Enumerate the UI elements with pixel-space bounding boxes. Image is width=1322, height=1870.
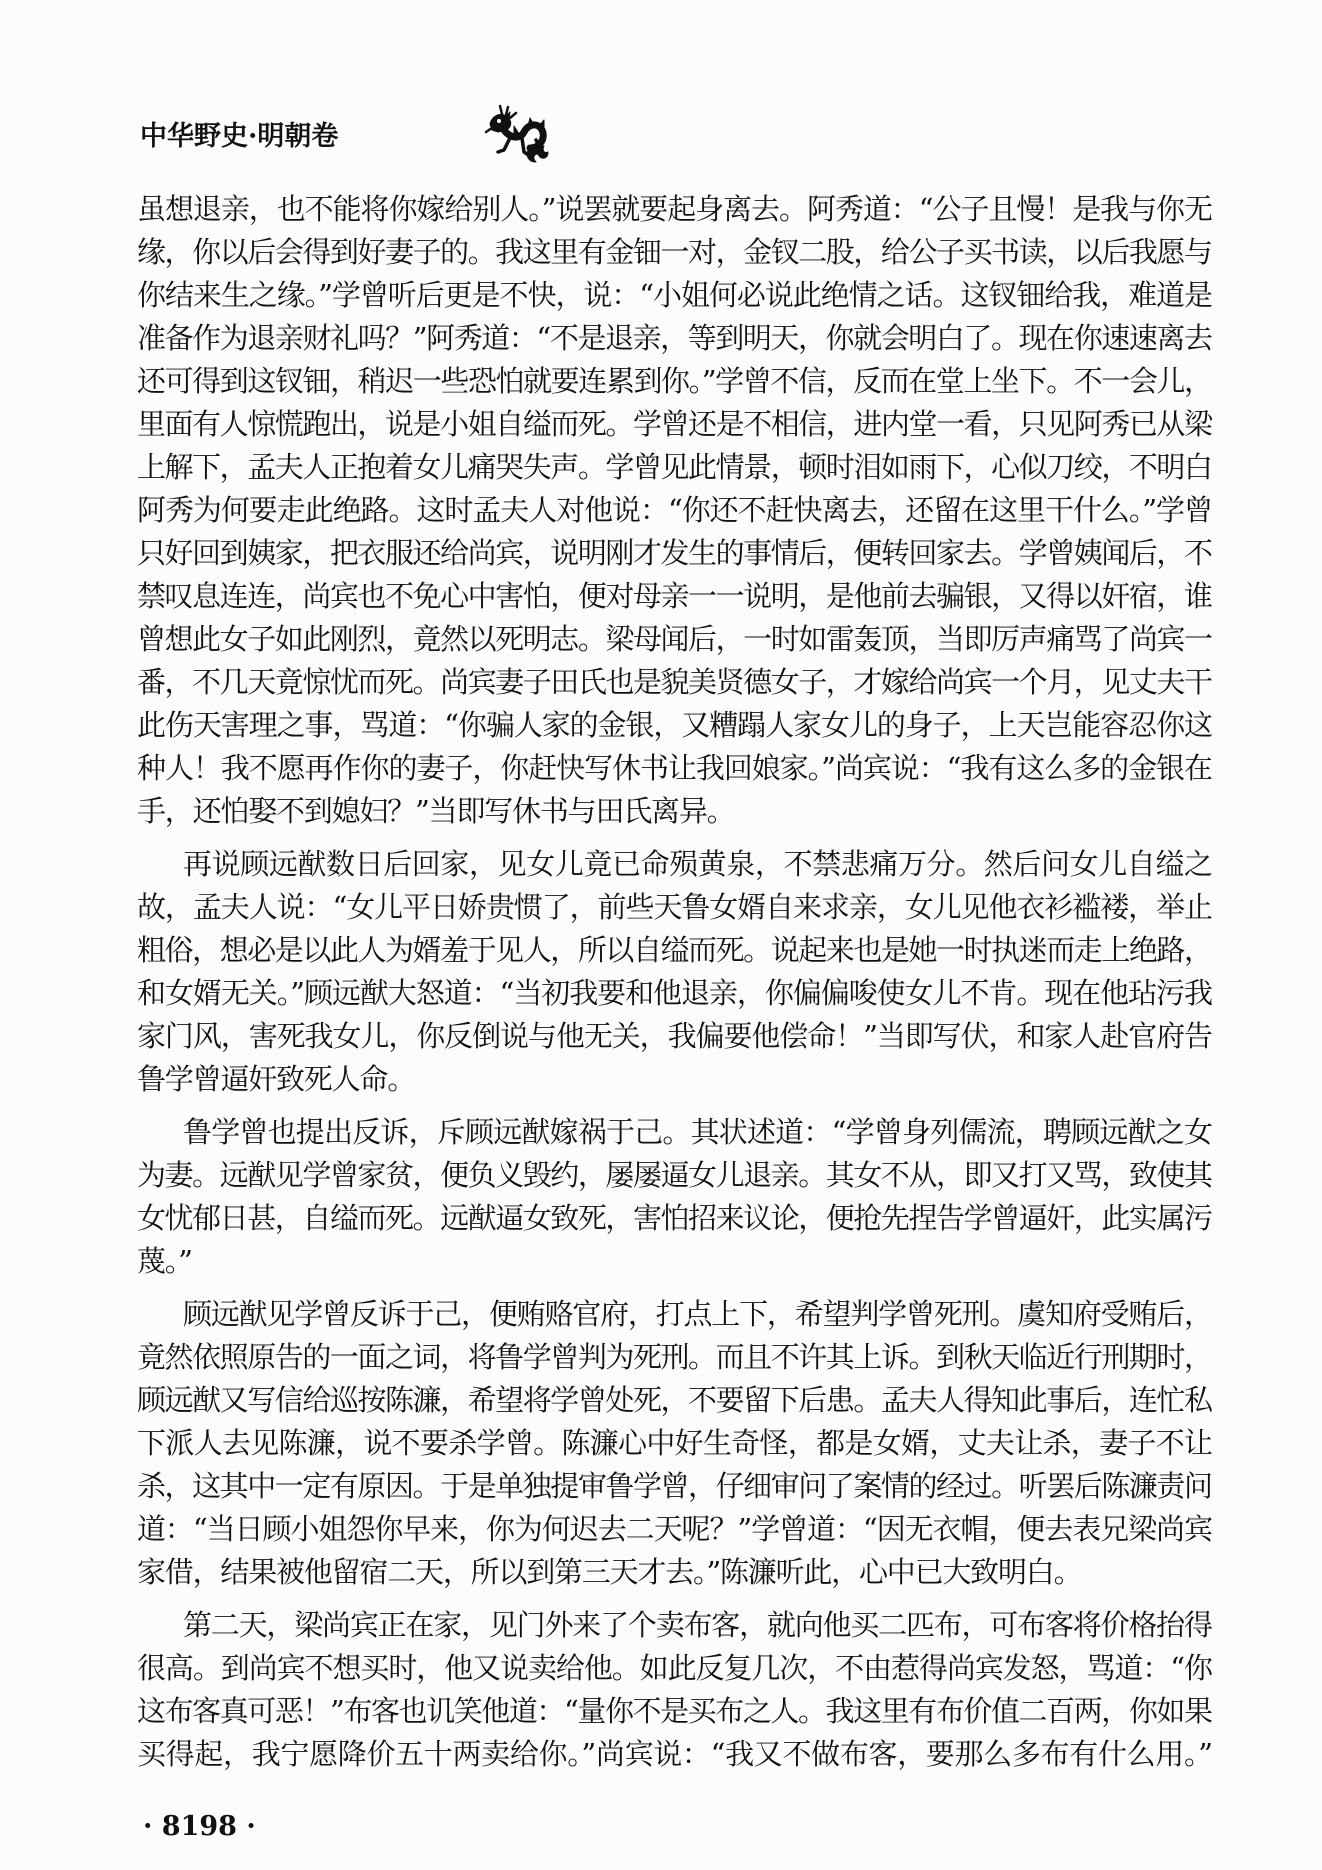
page-number: · 8198 · [143, 1811, 256, 1842]
text-line: 再说顾远猷数日后回家，见女儿竟已命殒黄泉，不禁悲痛万分。然后问女儿自缢之 [183, 847, 1213, 881]
text-line: 这布客真可恶！”布客也讥笑他道：“量你不是买布之人。我这里有布价值二百两，你如果 [137, 1694, 1212, 1728]
text-line: 此伤天害理之事，骂道：“你骗人家的金银，又糟蹋人家女儿的身子，上天岂能容忍你这 [137, 708, 1212, 742]
text-line: 只好回到姨家，把衣服还给尚宾，说明刚才发生的事情后，便转回家去。学曾姨闻后，不 [137, 536, 1212, 570]
text-line: 很高。到尚宾不想买时，他又说卖给他。如此反复几次，不由惹得尚宾发怒，骂道：“你 [137, 1651, 1212, 1685]
text-line: 鲁学曾也提出反诉，斥顾远猷嫁祸于己。其状述道：“学曾身列儒流，聘顾远猷之女 [183, 1115, 1213, 1149]
text-line: 顾远猷又写信给巡按陈濂，希望将学曾处死，不要留下后患。孟夫人得知此事后，连忙私 [137, 1383, 1212, 1417]
text-line: 下派人去见陈濂，说不要杀学曾。陈濂心中好生奇怪，都是女婿，丈夫让杀，妻子不让 [137, 1426, 1213, 1460]
paragraph [137, 1111, 1213, 1283]
text-line: 为妻。远猷见学曾家贫，便负义毁约，屡屡逼女儿退亲。其女不从，即又打又骂，致使其 [137, 1158, 1212, 1192]
text-line: 家门风，害死我女儿，你反倒说与他无关，我偏要他偿命！”当即写伏，和家人赴官府告 [137, 1019, 1212, 1053]
text-line: 阿秀为何要走此绝路。这时孟夫人对他说：“你还不赶快离去，还留在这里干什么。”学曾 [137, 493, 1212, 527]
text-line: 蔑。” [137, 1244, 192, 1278]
text-line: 鲁学曾逼奸致死人命。 [137, 1062, 416, 1096]
text-line: 顾远猷见学曾反诉于己，便贿赂官府，打点上下，希望判学曾死刑。虞知府受贿后， [183, 1297, 1212, 1331]
text-line: 禁叹息连连，尚宾也不免心中害怕，便对母亲一一说明，是他前去骗银，又得以奸宿，谁 [137, 579, 1212, 613]
text-line: 你结来生之缘。”学曾听后更是不快，说：“小姐何必说此绝情之话。这钗钿给我，难道是 [137, 278, 1212, 312]
text-line: 竟然依照原告的一面之词，将鲁学曾判为死刑。而且不许其上诉。到秋天临近行刑期时， [137, 1340, 1212, 1374]
text-line: 买得起，我宁愿降价五十两卖给你。”尚宾说：“我又不做布客，要那么多布有什么用。” [137, 1737, 1213, 1771]
body-text [137, 188, 1213, 1776]
text-line: 女忧郁日甚，自缢而死。远猷逼女致死，害怕招来议论，便抢先捏告学曾逼奸，此实属污 [137, 1201, 1212, 1235]
dragon-emblem-icon [484, 104, 552, 166]
text-line: 和女婿无关。”顾远猷大怒道：“当初我要和他退亲，你偏偏唆使女儿不肯。现在他玷污我 [137, 976, 1212, 1010]
text-line: 虽想退亲，也不能将你嫁给别人。”说罢就要起身离去。阿秀道：“公子且慢！是我与你无 [137, 192, 1212, 226]
text-line: 第二天，梁尚宾正在家，见门外来了个卖布客，就向他买二匹布，可布客将价格抬得 [183, 1608, 1212, 1642]
running-header-title: 中华野史·明朝卷 [140, 121, 339, 152]
paragraph [137, 1293, 1213, 1594]
text-line: 准备作为退亲财礼吗？”阿秀道：“不是退亲，等到明天，你就会明白了。现在你速速离去 [137, 321, 1212, 355]
paragraph [137, 1604, 1213, 1776]
text-line: 种人！我不愿再作你的妻子，你赶快写休书让我回娘家。”尚宾说：“我有这么多的金银在 [137, 751, 1212, 785]
text-line: 还可得到这钗钿，稍迟一些恐怕就要连累到你。”学曾不信，反而在堂上坐下。不一会儿， [137, 364, 1212, 398]
text-line: 粗俗，想必是以此人为婿羞于见人，所以自缢而死。说起来也是她一时执迷而走上绝路， [137, 933, 1212, 967]
text-line: 道：“当日顾小姐怨你早来，你为何迟去二天呢？”学曾道：“因无衣帽，便去表兄梁尚宾 [137, 1512, 1212, 1546]
paragraph [137, 843, 1213, 1101]
text-line: 曾想此女子如此刚烈，竟然以死明志。梁母闻后，一时如雷轰顶，当即厉声痛骂了尚宾一 [137, 622, 1212, 656]
text-line: 番，不几天竟惊忧而死。尚宾妻子田氏也是貌美贤德女子，才嫁给尚宾一个月，见丈夫干 [137, 665, 1212, 699]
text-line: 里面有人惊慌跑出，说是小姐自缢而死。学曾还是不相信，进内堂一看，只见阿秀已从梁 [137, 407, 1212, 441]
text-line: 家借，结果被他留宿二天，所以到第三天才去。”陈濂听此，心中已大致明白。 [137, 1555, 1082, 1589]
paragraph [137, 188, 1213, 833]
text-line: 手，还怕娶不到媳妇？”当即写休书与田氏离异。 [137, 794, 735, 828]
text-line: 杀，这其中一定有原因。于是单独提审鲁学曾，仔细审问了案情的经过。听罢后陈濂责问 [137, 1469, 1212, 1503]
text-line: 缘，你以后会得到好妻子的。我这里有金钿一对，金钗二股，给公子买书读，以后我愿与 [137, 235, 1212, 269]
text-line: 故，孟夫人说：“女儿平日娇贵惯了，前些天鲁女婿自来求亲，女儿见他衣衫褴褛，举止 [137, 890, 1212, 924]
text-line: 上解下，孟夫人正抱着女儿痛哭失声。学曾见此情景，顿时泪如雨下，心似刀绞，不明白 [137, 450, 1212, 484]
